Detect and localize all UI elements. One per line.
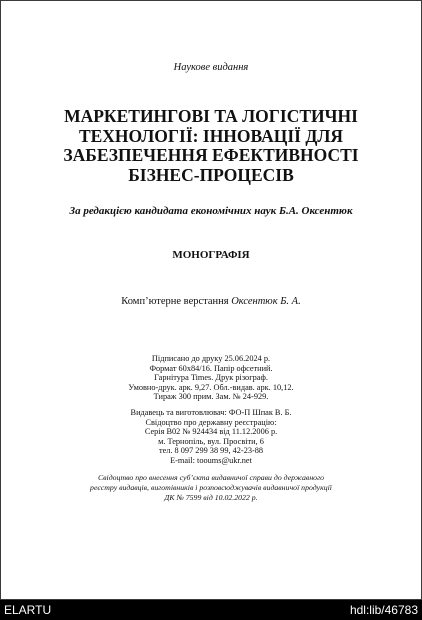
imprint-details — [0, 354, 422, 402]
publisher-line: Свідоцтво про державну реєстрацію: — [145, 417, 277, 427]
layout-credit — [0, 296, 422, 307]
publication-series: Наукове видання — [173, 62, 249, 73]
imprint-line: Умовно-друк. арк. 9,27. Обл.-видав. арк. 10,12. — [128, 382, 294, 392]
title-line: ЗАБЕЗПЕЧЕННЯ ЕФЕКТИВНОСТІ — [63, 145, 359, 165]
title-line: БІЗНЕС-ПРОЦЕСІВ — [128, 164, 294, 185]
book-title — [0, 107, 422, 185]
certificate-line: реєстру видавців, виготівників і розповсюджувачів видавничої продукції — [90, 482, 332, 492]
publisher-details — [0, 408, 422, 465]
publisher-line: тел. 8 097 299 38 99, 42-23-88 — [158, 446, 264, 455]
layout-label: Комп’ютерне верстання — [121, 296, 229, 307]
imprint-line: Підписано до друку 25.06.2024 р. — [151, 354, 271, 363]
certificate-note — [0, 473, 422, 502]
publisher-line: E-mail: tooums@ukr.net — [170, 455, 252, 465]
publisher-line: Видавець та виготовлювач: ФО-П Шпак В. Б. — [130, 408, 292, 417]
handle-identifier: hdl:lib/46783 — [349, 603, 418, 617]
document-type: МОНОГРАФІЯ — [172, 249, 250, 261]
certificate-line: ДК № 7599 від 10.02.2022 р. — [164, 492, 258, 502]
title-line: ТЕХНОЛОГІЇ: ІННОВАЦІЇ ДЛЯ — [78, 125, 344, 146]
editor-credit: За редакцією кандидата економічних наук Б.А. Оксентюк — [69, 205, 353, 217]
imprint-line: Формат 60х84/16. Папір офсетний. — [149, 363, 273, 373]
imprint-line: Тираж 300 прим. Зам. № 24-929. — [153, 392, 269, 401]
repository-name: ELARTU — [4, 603, 52, 617]
publisher-line: м. Тернопіль, вул. Просвіти, 6 — [158, 436, 264, 446]
publisher-line: Серія В02 № 924434 від 11.12.2006 р. — [144, 427, 278, 436]
certificate-line: Свідоцтво про внесення суб’єкта видавничої справи до державного — [97, 473, 325, 482]
title-line: МАРКЕТИНГОВІ ТА ЛОГІСТИЧНІ — [64, 106, 358, 126]
layout-name: Оксентюк Б. А. — [231, 296, 301, 307]
imprint-line: Гарнітура Times. Друк різограф. — [154, 373, 268, 382]
repository-footer — [0, 600, 422, 620]
